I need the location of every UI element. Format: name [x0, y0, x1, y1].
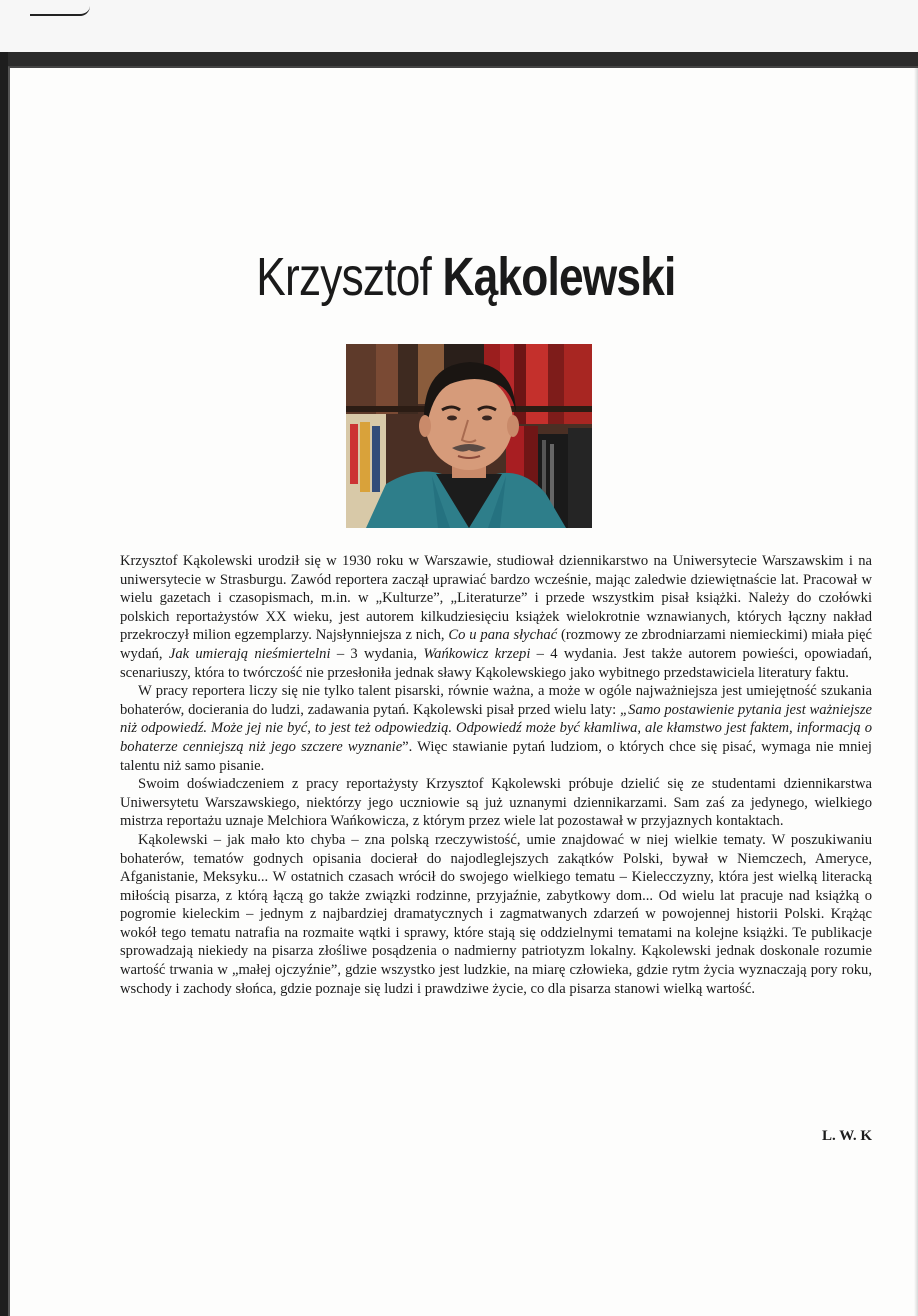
author-last-name: Kąkolewski — [442, 247, 676, 307]
paragraph-4: Kąkolewski – jak mało kto chyba – zna polską rzeczywistość, umie znajdować w niej wielkie tematy. W poszukiwaniu bohaterów, tematów godnych opisania docierał do najodleglejszych zakątków Polski, bywał w Niemczech, Ameryce, Afganistanie, Meksyku... W ostatnich czasach wrócił do swojego wielkiego tematu – Kielecczyzny, która jest wielką literacką miłością pisarza, z którą łączą go także związki rodzinne, przyjaźnie, zabytkowy dom... Od wielu lat pracuje nad książką o pogromie kieleckim – jednym z najbardziej dramatycznych i zagmatwanych zdarzeń w powojennej historii Polski. Krążąc wokół tego tematu natrafia na rozmaite wątki i sprawy, które stają się oddzielnymi tematami na kolejne książki. Te publikacje sprowadzają niekiedy na pisarza złośliwe posądzenia o nadmierny patriotyzm lokalny. Kąkolewski jednak doskonale rozumie wartość trwania w „małej ojczyźnie”, gdzie wszystko jest ludzkie, na miarę człowieka, gdzie rytm życia wyznaczają pory roku, wschody i zachody słońca, gdzie poznaje się ludzi i prawdziwe życie, co dla pisarza stanowi wielką wartość. — [120, 831, 872, 997]
paragraph-1-text-c: (rozmowy ze zbrodniarzami niemieckimi) miała pięć wydań, — [120, 627, 872, 662]
book-page — [8, 66, 918, 1316]
quotation: „Samo postawienie pytania jest ważniejsze niż odpowiedź. Może jej nie być, to jest też odpowiedzią. Odpowiedź może być kłamliwa, ale kłamstwo jest faktem, informacją o bohaterze cenniejszą niż jego szczere wyznanie — [120, 701, 872, 755]
page-title — [93, 246, 839, 308]
paragraph-1-text-g: – 4 wydania. Jest także autorem powieści, opowiadań, scenariuszy, która to twórczość nie przesłoniła jednak sławy Kąkolewskiego jako wybitnego przedstawiciela literatury faktu. — [120, 645, 872, 681]
author-first-name: Krzysztof — [256, 247, 431, 307]
page-frame-left — [0, 52, 8, 1316]
paragraph-1 — [120, 552, 872, 682]
book-title-wankowicz-krzepi: Wańkowicz krzepi — [423, 645, 531, 662]
paragraph-2 — [120, 682, 872, 775]
scanner-mark — [30, 6, 90, 16]
scan-top-margin — [0, 0, 918, 52]
book-title-co-u-pana-slychac: Co u pana słychać — [448, 627, 558, 644]
biography-text — [120, 552, 872, 998]
author-portrait-image — [346, 344, 592, 528]
paragraph-1-text-a: Krzysztof Kąkolewski urodził się w 1930 roku w Warszawie, studiował dziennikarstwo na Uniwersytecie Warszawskim i na uniwersytecie w Strasburgu. Zawód reportera zaczął uprawiać bardzo wcześnie, mając zaledwie dziewiętnaście lat. Pracował w wielu gazetach i czasopismach, m.in. w „Kulturze”, „Literaturze” i przede wszystkim pisał książki. Należy do czołówki polskich reportażystów XX wieku, jest autorem kilkudziesięciu książek wielokrotnie wznawianych, których łączny nakład przekroczył milion egzemplarzy. Najsłynniejsza z nich, — [120, 553, 872, 644]
paragraph-3: Swoim doświadczeniem z pracy reportażysty Krzysztof Kąkolewski próbuje dzielić się ze studentami dziennikarstwa Uniwersytetu Warszawskiego, niektórzy jego uczniowie są już uznanymi dziennikarzami. Sam zaś za jedynego, wielkiego mistrza reportażu uznaje Melchiora Wańkowicza, z którym przez wiele lat pozostawał w przyjaznych kontaktach. — [120, 776, 872, 830]
page-edge — [914, 68, 918, 1316]
book-title-jak-umieraja: Jak umierają nieśmiertelni — [168, 645, 331, 662]
paragraph-2-text-c: ”. Więc stawianie pytań ludziom, o których chce się pisać, wymaga nie mniej talentu niż samo pisanie. — [120, 738, 872, 774]
author-signature-initials: L. W. K — [821, 1128, 872, 1144]
paragraph-1-text-e: – 3 wydania, — [330, 645, 424, 662]
author-photo — [346, 344, 592, 528]
paragraph-2-text-a: W pracy reportera liczy się nie tylko talent pisarski, równie ważna, a może w ogóle najważniejsza jest umiejętność szukania bohaterów, docierania do ludzi, zadawania pytań. Kąkolewski pisał przed wielu laty: — [120, 683, 872, 718]
